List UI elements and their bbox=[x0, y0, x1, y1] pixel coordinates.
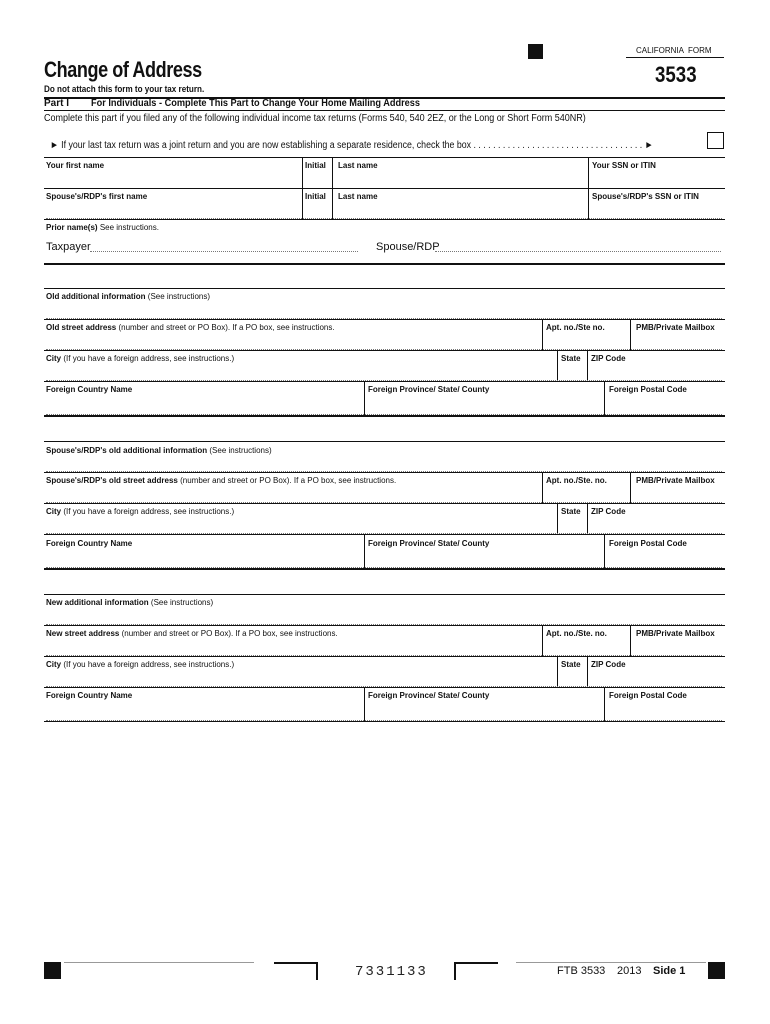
prior-names-label: Prior name(s) See instructions. bbox=[46, 223, 159, 232]
spouse-last-name-label: Last name bbox=[338, 192, 378, 201]
part-title: For Individuals - Complete This Part to Change Your Home Mailing Address bbox=[91, 98, 421, 109]
old-section-heading: Old additional information (See instructions) bbox=[46, 292, 211, 301]
registration-mark-bottom-left bbox=[44, 962, 61, 979]
joint-return-text: ► If your last tax return was a joint return and you are now establishing a separate residence, check the box . . . . . . . . . . . . . . . . . . . . . . . . . . . . . . . . . . . ► bbox=[50, 140, 654, 151]
spouse-province-label: Foreign Province/ State/ County bbox=[368, 539, 490, 548]
spouse-rdp-label: Spouse/RDP bbox=[376, 241, 440, 253]
new-province-label: Foreign Province/ State/ County bbox=[368, 691, 490, 700]
part-label: Part I bbox=[44, 98, 70, 109]
spouse-initial-label: Initial bbox=[305, 192, 326, 201]
spouse-country-label: Foreign Country Name bbox=[46, 539, 133, 548]
last-name-label: Last name bbox=[338, 161, 378, 170]
barcode-number: 7331133 bbox=[355, 964, 428, 980]
spouse-pmb-label: PMB/Private Mailbox bbox=[636, 476, 715, 485]
spouse-city-label: City (If you have a foreign address, see instructions.) bbox=[46, 507, 235, 516]
old-street-label: Old street address (number and street or PO Box). If a PO box, see instructions. bbox=[46, 323, 335, 332]
do-not-attach-note: Do not attach this form to your tax return. bbox=[44, 84, 205, 94]
corner-bracket-right bbox=[454, 962, 498, 980]
new-zip-label: ZIP Code bbox=[591, 660, 626, 669]
old-apt-label: Apt. no./Ste no. bbox=[546, 323, 605, 332]
old-state-label: State bbox=[561, 354, 581, 363]
form-title: Change of Address bbox=[44, 57, 202, 82]
spouse-postal-label: Foreign Postal Code bbox=[609, 539, 687, 548]
new-country-label: Foreign Country Name bbox=[46, 691, 133, 700]
footer-year: 2013 bbox=[617, 965, 642, 977]
spouse-state-label: State bbox=[561, 507, 581, 516]
new-apt-label: Apt. no./Ste. no. bbox=[546, 629, 607, 638]
ssn-label: Your SSN or ITIN bbox=[592, 161, 656, 170]
form-state-label: CALIFORNIA FORM bbox=[636, 46, 712, 55]
corner-bracket-left bbox=[274, 962, 318, 980]
old-pmb-label: PMB/Private Mailbox bbox=[636, 323, 715, 332]
new-postal-label: Foreign Postal Code bbox=[609, 691, 687, 700]
form-number: 3533 bbox=[655, 62, 697, 87]
spouse-ssn-label: Spouse's/RDP's SSN or ITIN bbox=[592, 192, 699, 201]
new-pmb-label: PMB/Private Mailbox bbox=[636, 629, 715, 638]
spouse-zip-label: ZIP Code bbox=[591, 507, 626, 516]
first-name-label: Your first name bbox=[46, 161, 105, 170]
new-section-heading: New additional information (See instructions) bbox=[46, 598, 214, 607]
old-postal-label: Foreign Postal Code bbox=[609, 385, 687, 394]
old-city-label: City (If you have a foreign address, see instructions.) bbox=[46, 354, 235, 363]
new-street-label: New street address (number and street or PO Box). If a PO box, see instructions. bbox=[46, 629, 338, 638]
part-instructions: Complete this part if you filed any of the following individual income tax returns (Forms 540, 540 2EZ, or the Long or Short Form 540NR) bbox=[44, 113, 586, 124]
registration-mark-bottom-right bbox=[708, 962, 725, 979]
footer-side: Side 1 bbox=[653, 965, 686, 977]
new-state-label: State bbox=[561, 660, 581, 669]
spouse-street-label: Spouse's/RDP's old street address (number and street or PO Box). If a PO box, see instructions. bbox=[46, 476, 397, 485]
spouse-apt-label: Apt. no./Ste. no. bbox=[546, 476, 607, 485]
joint-return-checkbox[interactable] bbox=[707, 132, 724, 149]
old-country-label: Foreign Country Name bbox=[46, 385, 133, 394]
spouse-section-heading: Spouse's/RDP's old additional information (See instructions) bbox=[46, 446, 272, 455]
initial-label: Initial bbox=[305, 161, 326, 170]
registration-mark-top bbox=[528, 44, 543, 59]
spouse-first-name-label: Spouse's/RDP's first name bbox=[46, 192, 148, 201]
old-province-label: Foreign Province/ State/ County bbox=[368, 385, 490, 394]
taxpayer-label: Taxpayer bbox=[46, 241, 91, 253]
old-zip-label: ZIP Code bbox=[591, 354, 626, 363]
footer-form-id: FTB 3533 bbox=[557, 965, 606, 977]
new-city-label: City (If you have a foreign address, see instructions.) bbox=[46, 660, 235, 669]
